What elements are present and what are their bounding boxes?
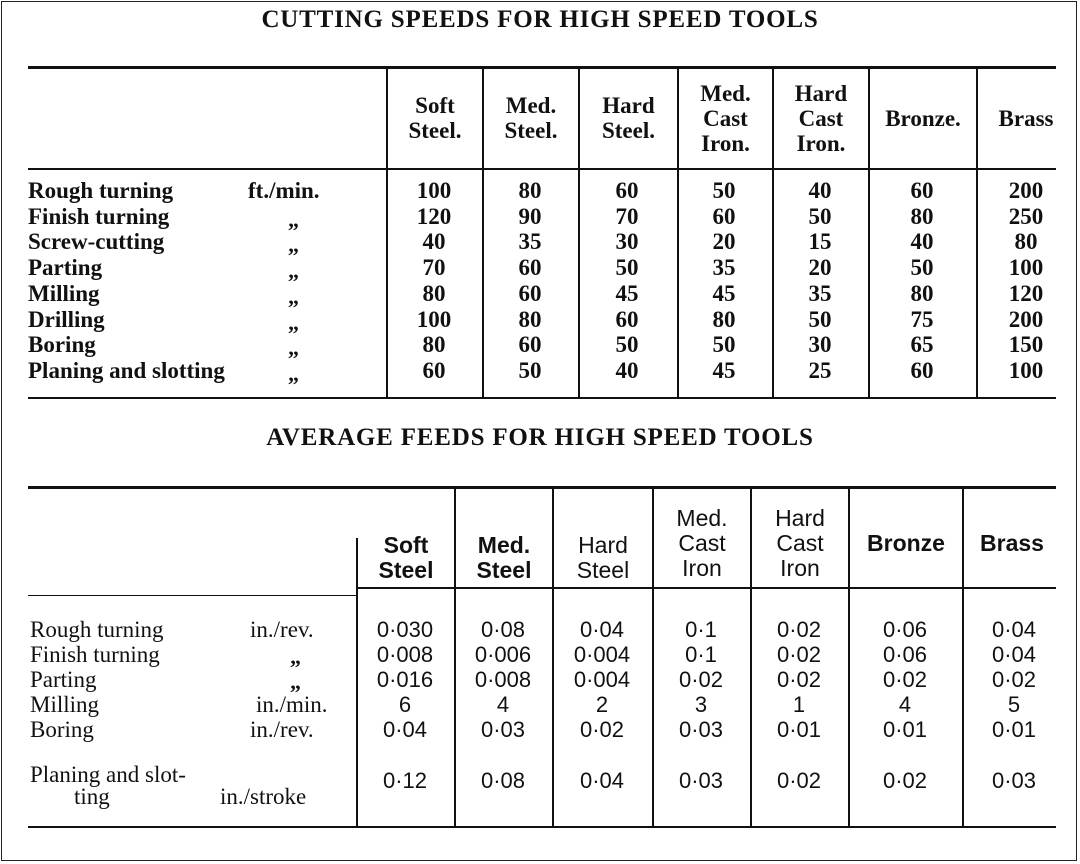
table-cell: 0·004 [573,667,631,692]
table-cell: 35 [808,280,832,306]
table-cell: 250 [1008,203,1044,229]
row-label: Finish turning [30,642,160,667]
table-cell: 60 [422,357,446,383]
table-cell: 0·03 [480,717,526,742]
row-label: Milling [30,692,100,717]
ditto-mark: „ [290,669,301,694]
table-cell: 0·008 [376,642,434,667]
table-cell: 70 [422,255,446,281]
table-cell: 0·1 [685,642,717,667]
table-cell: 0·01 [776,717,822,742]
row-label: Parting [30,667,97,692]
table-cell: 6 [398,692,412,717]
table-cell: 2 [595,692,609,717]
table-rule [28,66,1056,69]
table-cell: 100 [416,306,452,332]
row-unit: in./rev. [250,717,314,742]
table-cell: 0·03 [678,717,724,742]
table-cell: 80 [712,306,736,332]
table-cell: 30 [615,229,639,255]
table-cell: 40 [808,178,832,203]
table-cell: 0·02 [678,667,724,692]
table-cell: 60 [615,178,639,203]
row-label: Milling [28,280,100,306]
table-cell: 0·03 [991,768,1037,793]
table-cell: 4 [898,692,912,717]
column-header: Hard Steel [576,532,630,583]
row-label: Screw-cutting [28,229,165,255]
table-cell: 80 [422,280,446,306]
table-cell: 0·12 [382,768,428,793]
row-label: Drilling [28,306,105,332]
column-header: Hard Cast Iron. [794,80,848,156]
table-cell: 0·02 [882,768,928,793]
column-header: Soft Steel [378,532,434,583]
average-feeds-title: AVERAGE FEEDS FOR HIGH SPEED TOOLS [266,424,814,451]
table-cell: 45 [615,280,639,306]
column-header: Soft Steel. [408,93,462,143]
cutting-speeds-title: CUTTING SPEEDS FOR HIGH SPEED TOOLS [261,6,819,33]
table-cell: 80 [910,203,934,229]
table-cell: 60 [615,306,639,332]
table-cell: 0·004 [573,642,631,667]
table-cell: 60 [518,280,542,306]
table-cell: 0·06 [882,642,928,667]
table-cell: 0·008 [474,667,532,692]
table-cell: 0·04 [579,768,625,793]
table-cell: 1 [792,692,806,717]
table-cell: 80 [518,306,542,332]
table-cell: 0·016 [376,667,434,692]
table-cell: 0·06 [882,617,928,642]
table-rule [28,826,1056,828]
row-label-continued: ting [74,784,110,809]
table-cell: 0·08 [480,768,526,793]
ditto-mark: „ [290,644,301,669]
table-cell: 60 [910,178,934,203]
table-cell: 4 [496,692,510,717]
table-cell: 0·04 [991,642,1037,667]
table-cell: 0·02 [776,642,822,667]
table-cell: 0·02 [579,717,625,742]
row-label: Planing and slotting [28,357,225,383]
table-cell: 50 [910,255,934,281]
table-cell: 0·04 [382,717,428,742]
column-header: Hard Steel. [601,93,655,143]
table-cell: 75 [910,306,934,332]
table-cell: 60 [910,357,934,383]
table-cell: 35 [518,229,542,255]
ditto-mark: „ [288,360,299,386]
table-rule [358,587,1056,589]
table-cell: 40 [422,229,446,255]
row-label: Rough turning [28,178,174,203]
table-cell: 80 [422,332,446,358]
table-cell: 50 [615,332,639,358]
table-cell: 80 [910,280,934,306]
table-cell: 70 [615,203,639,229]
row-label: Planing and slot- [30,762,186,787]
table-cell: 30 [808,332,832,358]
table-cell: 150 [1008,332,1044,358]
table-cell: 0·02 [776,768,822,793]
table-cell: 20 [712,229,736,255]
row-label: Rough turning [30,617,164,642]
ditto-mark: „ [288,232,299,258]
column-header: Med. Cast Iron [676,504,728,581]
row-label: Boring [30,717,94,742]
table-cell: 0·08 [480,617,526,642]
table-cell: 80 [518,178,542,203]
table-rule [28,168,1056,170]
table-cell: 35 [712,255,736,281]
column-header: Brass [980,529,1044,556]
table-cell: 60 [712,203,736,229]
row-unit: in./min. [256,692,328,717]
table-cell: 60 [518,332,542,358]
row-label: Parting [28,255,103,281]
table-cell: 50 [712,178,736,203]
table-cell: 0·02 [991,667,1037,692]
table-cell: 120 [1008,280,1044,306]
table-cell: 50 [808,203,832,229]
table-cell: 0·006 [474,642,532,667]
row-unit: ft./min. [248,178,320,203]
column-header: Med. Steel [476,532,532,583]
column-header: Bronze [867,529,945,556]
table-rule [28,397,1056,399]
column-header: Hard Cast Iron [775,504,825,581]
table-cell: 0·03 [678,768,724,793]
table-cell: 200 [1008,306,1044,332]
table-cell: 90 [518,203,542,229]
row-label: Finish turning [28,203,170,229]
table-cell: 100 [416,178,452,203]
table-cell: 200 [1008,178,1044,203]
table-cell: 120 [416,203,452,229]
table-cell: 40 [910,229,934,255]
table-cell: 50 [808,306,832,332]
table-cell: 0·030 [376,617,434,642]
table-cell: 80 [1014,229,1038,255]
ditto-mark: „ [288,258,299,284]
table-cell: 100 [1008,255,1044,281]
column-header: Med. Cast Iron. [700,80,751,156]
table-cell: 100 [1008,357,1044,383]
table-cell: 0·01 [991,717,1037,742]
table-cell: 0·02 [776,617,822,642]
table-cell: 60 [518,255,542,281]
table-cell: 25 [808,357,832,383]
table-cell: 45 [712,357,736,383]
table-cell: 0·02 [882,667,928,692]
table-cell: 50 [712,332,736,358]
table-cell: 3 [694,692,708,717]
table-rule [28,595,358,596]
ditto-mark: „ [288,206,299,232]
table-rule [28,486,1056,489]
row-unit: in./stroke [220,784,307,809]
table-cell: 0·1 [685,617,717,642]
table-cell: 15 [808,229,832,255]
row-label: Boring [28,332,96,358]
table-cell: 50 [518,357,542,383]
column-header: Med. Steel. [504,93,558,143]
column-header: Bronze. [885,105,961,131]
ditto-mark: „ [288,309,299,335]
table-cell: 0·04 [991,617,1037,642]
row-unit: in./rev. [250,617,314,642]
column-header: Brass [998,105,1054,131]
table-cell: 0·02 [776,667,822,692]
table-cell: 50 [615,255,639,281]
table-cell: 5 [1007,692,1021,717]
table-cell: 40 [615,357,639,383]
table-cell: 20 [808,255,832,281]
table-cell: 45 [712,280,736,306]
ditto-mark: „ [288,335,299,361]
ditto-mark: „ [288,283,299,309]
table-cell: 65 [910,332,934,358]
table-cell: 0·01 [882,717,928,742]
table-cell: 0·04 [579,617,625,642]
